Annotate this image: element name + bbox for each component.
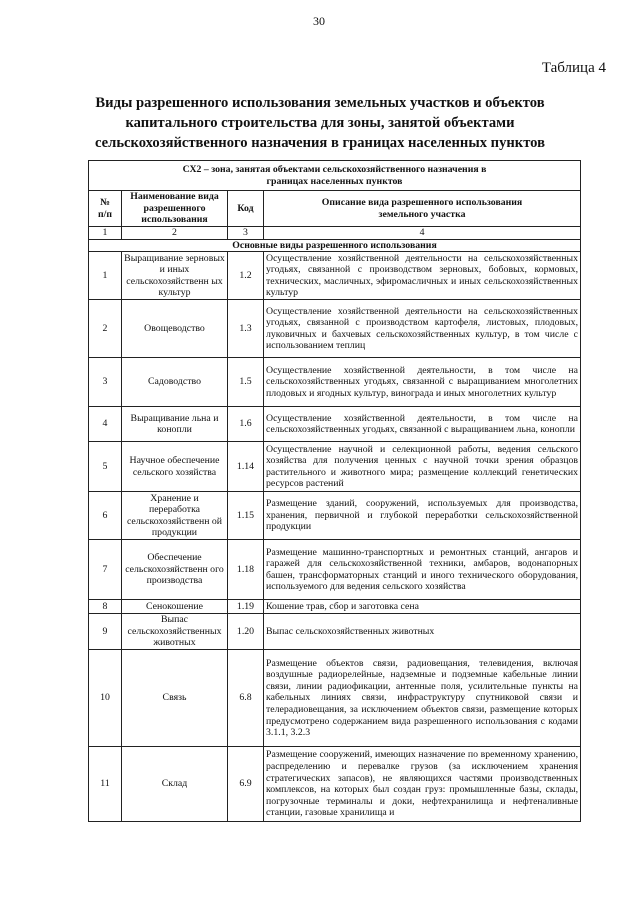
- title-line: сельскохозяйственного назначения в границах населенных пунктов: [95, 135, 545, 151]
- use-type-name: Хранение и переработка сельскохозяйственн ой продукции: [122, 492, 228, 540]
- column-number: 2: [122, 227, 228, 240]
- use-type-code: 6.9: [228, 747, 264, 822]
- header-name: Наименование вида разрешенного использования: [122, 191, 228, 227]
- use-type-name: Садоводство: [122, 358, 228, 407]
- use-type-name: Овощеводство: [122, 300, 228, 358]
- use-type-name: Выпас сельскохозяйственных животных: [122, 614, 228, 650]
- land-use-table: [88, 160, 581, 822]
- document-title: [70, 93, 570, 153]
- header-row: [89, 191, 581, 227]
- row-number: 6: [89, 492, 122, 540]
- use-type-description: Размещение машинно-транспортных и ремонтных станций, ангаров и гаражей для сельскохозяйственной техники, амбаров, водонапорных башен, трансформаторных станций и иного технического оборудования, используемого для ведения сельского хозяйства: [264, 540, 581, 600]
- header-description: Описание вида разрешенного использования земельного участка: [264, 191, 581, 227]
- title-line: Виды разрешенного использования земельных участков и объектов: [95, 95, 545, 111]
- use-type-description: Выпас сельскохозяйственных животных: [264, 614, 581, 650]
- section-heading: Основные виды разрешенного использования: [89, 239, 581, 252]
- use-type-code: 1.3: [228, 300, 264, 358]
- use-type-name: Обеспечение сельскохозяйственн ого производства: [122, 540, 228, 600]
- zone-heading: СХ2 – зона, занятая объектами сельскохозяйственного назначения в границах населенных пунктов: [89, 161, 581, 191]
- use-type-code: 1.15: [228, 492, 264, 540]
- page-number: 30: [313, 14, 325, 28]
- use-type-code: 6.8: [228, 650, 264, 747]
- row-number: 10: [89, 650, 122, 747]
- row-number: 7: [89, 540, 122, 600]
- use-type-description: Размещение объектов связи, радиовещания, телевидения, включая воздушные радиорелейные, надземные и подземные кабельные линии связи, линии радиофикации, антенные поля, усилительные пункты на кабельных линиях связи, инфраструктуру спутниковой связи и телерадиовещания, за исключением объектов связи, размещение которых предусмотрено содержанием вида разрешенного использования с кодами 3.1.1, 3.2.3: [264, 650, 581, 747]
- table-row: [89, 300, 581, 358]
- use-type-name: Связь: [122, 650, 228, 747]
- column-number-row: [89, 227, 581, 240]
- use-type-code: 1.20: [228, 614, 264, 650]
- column-number: 4: [264, 227, 581, 240]
- row-number: 11: [89, 747, 122, 822]
- row-number: 8: [89, 600, 122, 614]
- use-type-description: Кошение трав, сбор и заготовка сена: [264, 600, 581, 614]
- use-type-code: 1.5: [228, 358, 264, 407]
- row-number: 1: [89, 252, 122, 300]
- use-type-name: Научное обеспечение сельского хозяйства: [122, 442, 228, 492]
- use-type-description: Осуществление хозяйственной деятельности, в том числе на сельскохозяйственных угодьях, связанной с выращиванием многолетних плодовых и ягодных культур, винограда и иных многолетних культур: [264, 358, 581, 407]
- table-row: [89, 650, 581, 747]
- table-row: [89, 492, 581, 540]
- table-row: [89, 442, 581, 492]
- use-type-code: 1.6: [228, 407, 264, 442]
- table-row: [89, 600, 581, 614]
- use-type-description: Осуществление хозяйственной деятельности, в том числе на сельскохозяйственных угодьях, связанной с выращиванием льна, конопли: [264, 407, 581, 442]
- table-row: [89, 252, 581, 300]
- table-row: [89, 614, 581, 650]
- use-type-description: Размещение сооружений, имеющих назначение по временному хранению, распределению и перевалке грузов (за исключением хранения стратегических запасов), не являющихся частями производственных комплексов, на которых был создан груз: промышленные базы, склады, погрузочные терминалы и доки, нефтехранилища и нефтеналивные станции, газовые хранилища и: [264, 747, 581, 822]
- zone-heading-row: [89, 161, 581, 191]
- use-type-description: Размещение зданий, сооружений, используемых для производства, хранения, первичной и глубокой переработки сельскохозяйственной продукции: [264, 492, 581, 540]
- use-type-name: Выращивание льна и конопли: [122, 407, 228, 442]
- table-row: [89, 407, 581, 442]
- column-number: 1: [89, 227, 122, 240]
- header-code: Код: [228, 191, 264, 227]
- table-row: [89, 747, 581, 822]
- use-type-description: Осуществление хозяйственной деятельности на сельскохозяйственных угодьях, связанной с производством картофеля, листовых, плодовых, луковичных и бахчевых сельскохозяйственных культур, в том числе с использованием теплиц: [264, 300, 581, 358]
- row-number: 9: [89, 614, 122, 650]
- row-number: 5: [89, 442, 122, 492]
- use-type-description: Осуществление научной и селекционной работы, ведения сельского хозяйства для получения ценных с научной точки зрения образцов растительного и животного мира; размещение коллекций генетических ресурсов растений: [264, 442, 581, 492]
- row-number: 2: [89, 300, 122, 358]
- use-type-description: Осуществление хозяйственной деятельности на сельскохозяйственных угодьях, связанной с производством зерновых, бобовых, кормовых, технических, масличных, эфиромасличных и иных сельскохозяйственных культур: [264, 252, 581, 300]
- use-type-name: Сенокошение: [122, 600, 228, 614]
- table-caption: Таблица 4: [541, 60, 606, 76]
- table-row: [89, 358, 581, 407]
- use-type-name: Склад: [122, 747, 228, 822]
- row-number: 4: [89, 407, 122, 442]
- use-type-code: 1.2: [228, 252, 264, 300]
- header-num: № п/п: [89, 191, 122, 227]
- row-number: 3: [89, 358, 122, 407]
- use-type-code: 1.19: [228, 600, 264, 614]
- title-line: капитального строительства для зоны, занятой объектами: [125, 115, 515, 131]
- use-type-code: 1.18: [228, 540, 264, 600]
- use-type-code: 1.14: [228, 442, 264, 492]
- use-type-name: Выращивание зерновых и иных сельскохозяйственн ых культур: [122, 252, 228, 300]
- section-heading-row: [89, 239, 581, 252]
- column-number: 3: [228, 227, 264, 240]
- table-row: [89, 540, 581, 600]
